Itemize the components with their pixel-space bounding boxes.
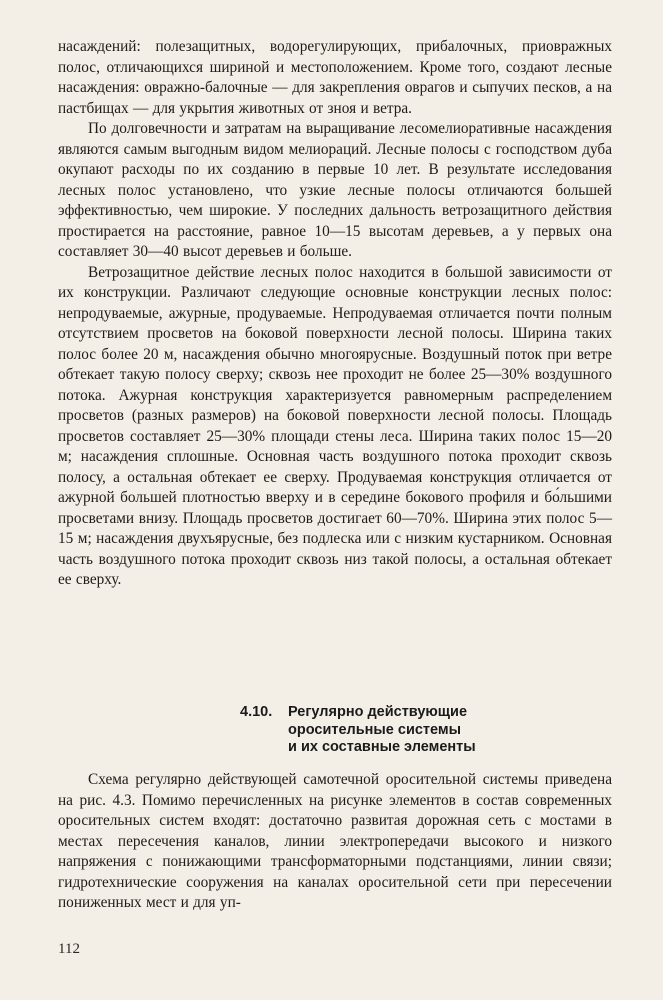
paragraph-shelterbelt-types: насаждений: полезащитных, водорегулирующих, прибалочных, приовражных полос, отличающихся шириной и местоположением. Кроме того, создают лесные насаждения: овражно-балочные — для закрепления оврагов и сыпучих песков, а на пастбищах — для укрытия животных от зноя и ветра. <box>58 38 612 117</box>
paragraph-irrigation-system: Схема регулярно действующей самотечной оросительной системы приведена на рис. 4.3. Помимо перечисленных на рисунке элементов в состав современных оросительных систем входят: достаточно развитая дорожная сеть с мостами в местах пересечения каналов, линии электропередачи высокого и низкого напряжения с понижающими трансформаторными подстанциями, линии связи; гидротехнические сооружения на каналах оросительной сети при пересечении пониженных мест и для уп- <box>58 771 612 911</box>
section-title-line-1: Регулярно действующие <box>288 704 468 720</box>
paragraph-belt-construction: Ветрозащитное действие лесных полос находится в большой зависимости от их конструкции. Различают следующие основные конструкции лесных полос: непродуваемые, ажурные, продуваемые. Непродуваемая отличается почти полным отсутствием просветов на боковой поверхности лесной полосы. Ширина таких полос более 20 м, насаждения обычно многоярусные. Воздушный поток при ветре обтекает такую полосу сверху; сквозь нее проходит не более 25—30% воздушного потока. Ажурная конструкция характеризуется равномерным распределением просветов (разных размеров) на боковой поверхности лесной полосы. Площадь просветов составляет 25—30% площади стены леса. Ширина таких полос 15—20 м; насаждения сплошные. Основная часть воздушного потока проходит сквозь полосу, а остальная обтекает ее сверху. Продуваемая конструкция отличается от ажурной большей плотностью вверху и в середине бокового профиля и бо́льшими просветами внизу. Площадь просветов достигает 60—70%. Ширина этих полос 5—15 м; насаждения двухъярусные, без подлеска или с низким кустарником. Основная часть воздушного потока проходит сквозь низ такой полосы, а остальная обтекает ее сверху. <box>58 263 612 588</box>
paragraph-durability-costs: По долговечности и затратам на выращивание лесомелиоративные насаждения являются самым выгодным видом мелиораций. Лесные полосы с господством дуба окупают расходы по их созданию в первые 10 лет. В результате исследования лесных полос установлено, что узкие лесные полосы отличаются большей эффективностью, чем широкие. У последних дальность ветрозащитного действия простирается на расстояние, равное 10—15 высотам деревьев, а у первых она составляет 30—40 высот деревьев и больше. <box>58 120 612 260</box>
page-number: 112 <box>58 941 80 957</box>
section-title-line-3: и их составные элементы <box>288 739 476 755</box>
section-title-line-2: оросительные системы <box>288 721 462 738</box>
section-number: 4.10. <box>240 704 273 720</box>
text-block-bottom <box>58 770 612 914</box>
text-block-top <box>58 37 612 591</box>
section-heading <box>240 704 570 757</box>
